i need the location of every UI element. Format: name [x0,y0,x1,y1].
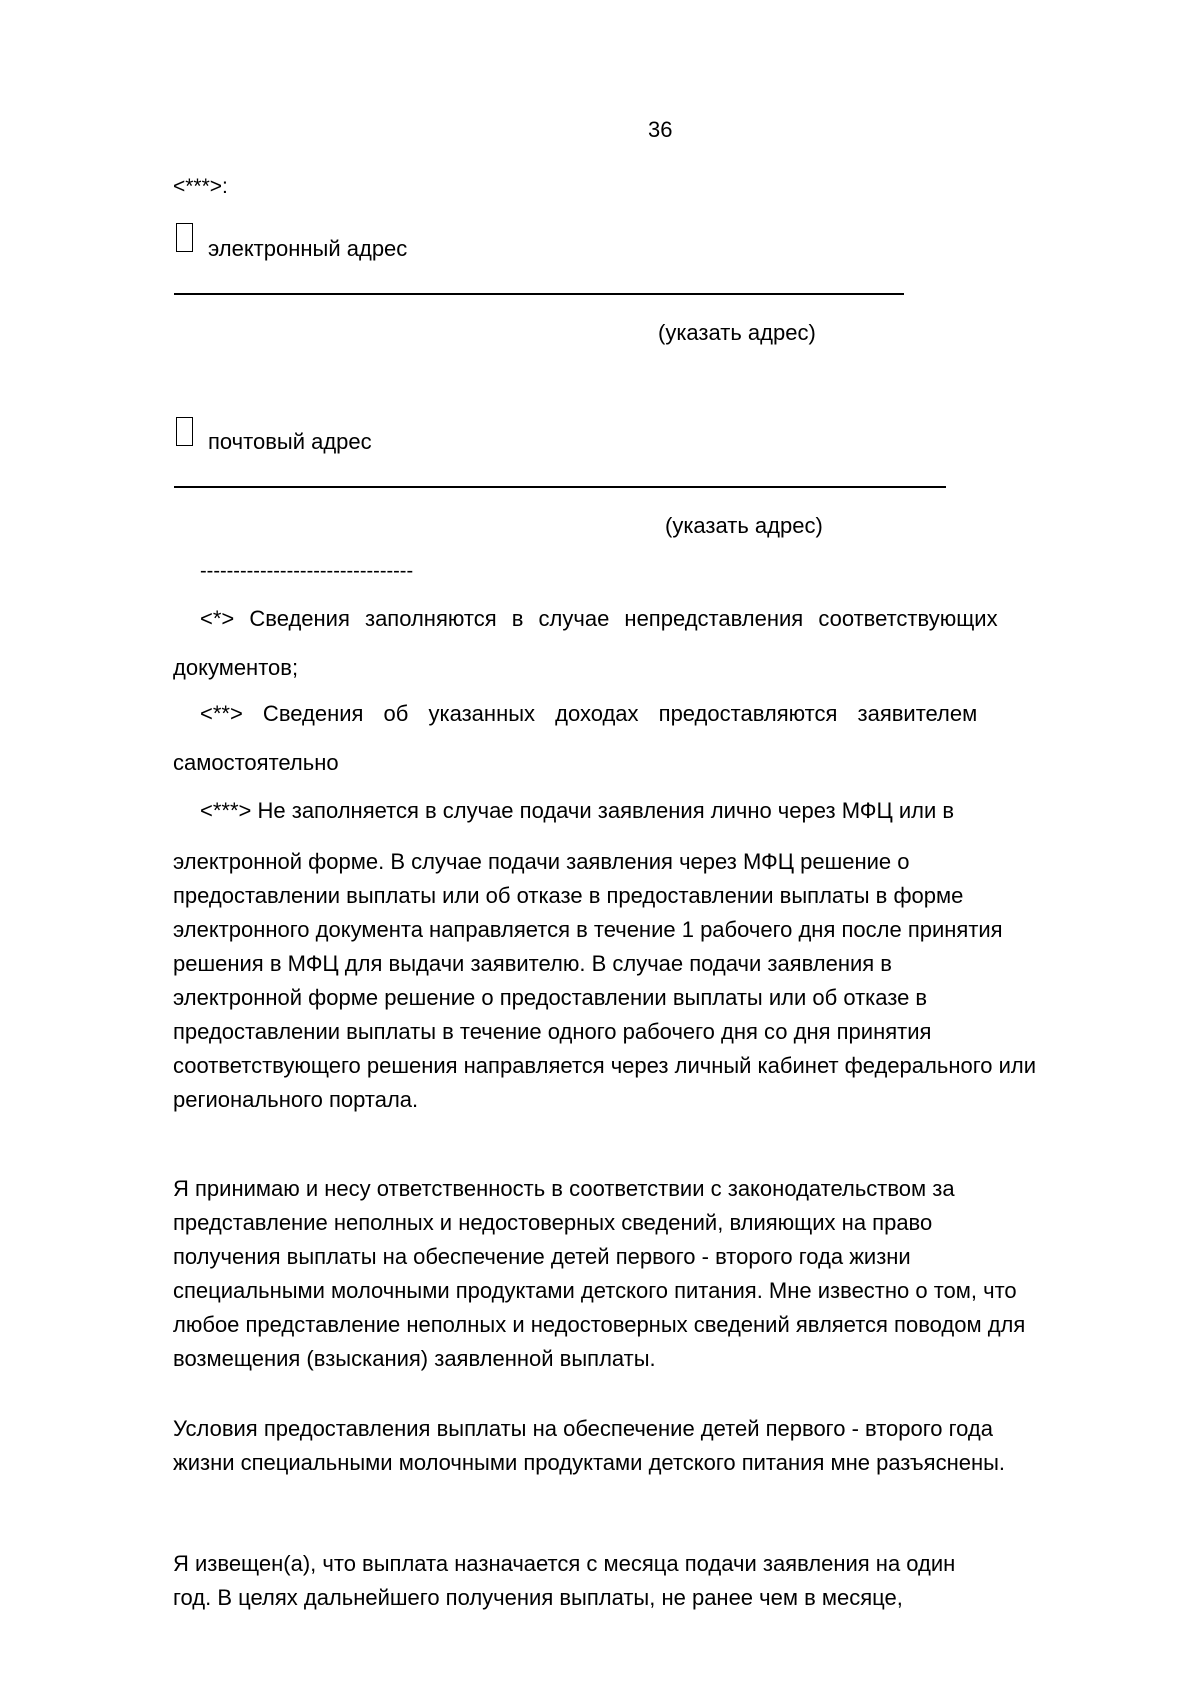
email-label: электронный адрес [208,236,408,261]
text-line: Условия предоставления выплаты на обеспечение детей первого - второго года [173,1416,993,1441]
footnote-separator: -------------------------------- [200,560,414,582]
text-line: электронной форме решение о предоставлении выплаты или об отказе в [173,985,928,1010]
email-address-line[interactable] [174,293,904,295]
text-line: соответствующего решения направляется через личный кабинет федерального или [173,1053,1037,1078]
email-hint: (указать адрес) [658,320,816,345]
text-line: получения выплаты на обеспечение детей первого - второго года жизни [173,1244,911,1269]
post-label: почтовый адрес [208,429,372,454]
text-line: электронного документа направляется в течение 1 рабочего дня после принятия [173,917,1003,942]
text-line: предоставлении выплаты или об отказе в предоставлении выплаты в форме [173,883,964,908]
text-line: специальными молочными продуктами детского питания. Мне известно о том, что [173,1278,1017,1303]
text-line: предоставлении выплаты в течение одного рабочего дня со дня принятия [173,1019,932,1044]
footnote-2: <**> Сведения об указанных доходах предоставляются заявителем [200,701,978,726]
post-hint: (указать адрес) [665,513,823,538]
text-line: возмещения (взыскания) заявленной выплаты. [173,1346,656,1371]
footnote-3: <***> Не заполняется в случае подачи заявления лично через МФЦ или в [200,798,955,823]
responsibility-paragraph [173,1172,1143,1376]
email-checkbox[interactable] [176,223,193,252]
text-line: любое представление неполных и недостоверных сведений является поводом для [173,1312,1026,1337]
footnote-1-cont: документов; [173,655,299,680]
footnote-1: <*> Сведения заполняются в случае непредставления соответствующих [200,606,998,631]
footnote-2-cont: самостоятельно [173,750,339,775]
text-line: регионального портала. [173,1087,419,1112]
text-line: электронной форме. В случае подачи заявления через МФЦ решение о [173,849,910,874]
post-address-line[interactable] [174,486,946,488]
text-line: год. В целях дальнейшего получения выплаты, не ранее чем в месяце, [173,1585,903,1610]
footnote-marker: <***>: [173,175,228,198]
text-line: жизни специальными молочными продуктами детского питания мне разъяснены. [173,1450,1006,1475]
conditions-paragraph [173,1412,1143,1480]
page-number: 36 [648,117,673,142]
text-line: представление неполных и недостоверных сведений, влияющих на право [173,1210,933,1235]
footnote-3-body [173,845,1143,1117]
text-line: Я принимаю и несу ответственность в соответствии с законодательством за [173,1176,955,1201]
post-checkbox[interactable] [176,417,193,446]
text-line: решения в МФЦ для выдачи заявителю. В случае подачи заявления в [173,951,892,976]
notice-paragraph [173,1547,1143,1615]
text-line: Я извещен(а), что выплата назначается с месяца подачи заявления на один [173,1551,956,1576]
